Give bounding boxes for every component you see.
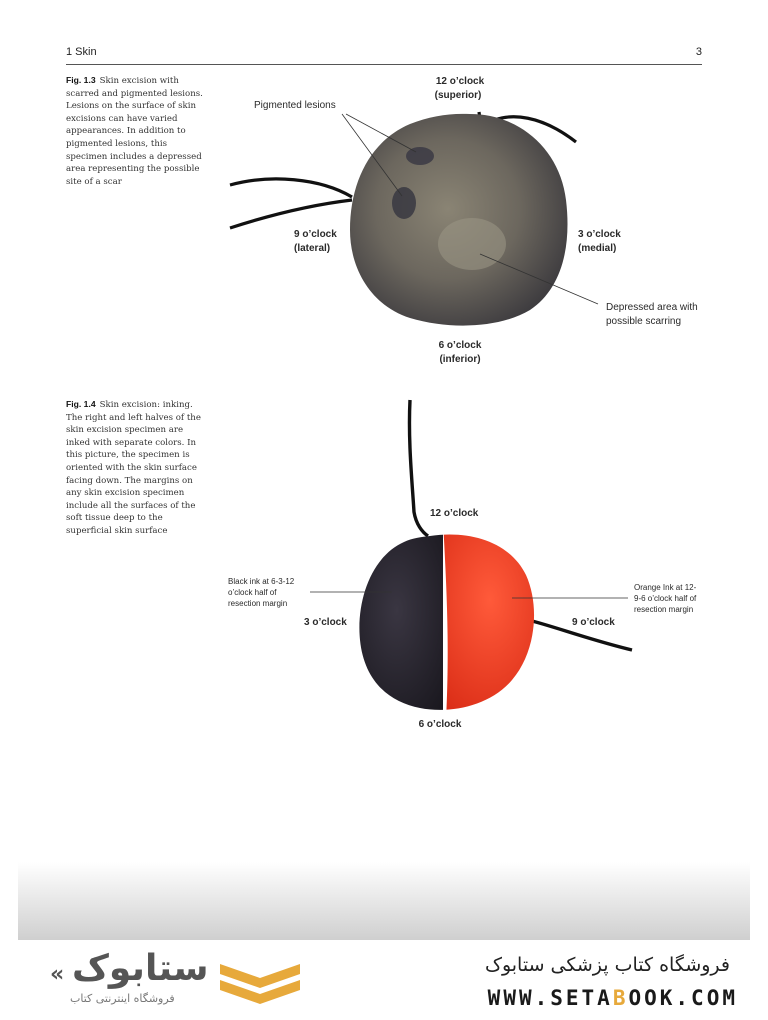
label-9-oclock-fig14: 9 o’clock <box>572 617 615 628</box>
label-inferior: (inferior) <box>439 354 481 365</box>
logo-arrows-icon: « <box>50 962 65 987</box>
pigmented-lesion-lower <box>392 187 416 219</box>
figure-1-3-caption-text: Skin excision with scarred and pigmented lesions. Lesions on the surface of skin excisions can have varied appearances. In addition to pigmented lesions, this specimen includes a depressed area representing the possible site of a scar <box>66 76 203 187</box>
label-superior: (superior) <box>434 90 482 101</box>
logo-wordmark: ستابوک <box>72 948 209 989</box>
figure-1-3-caption-label: Fig. 1.3 <box>66 75 96 85</box>
label-depressed-area: Depressed area with <box>606 302 698 313</box>
orange-ink-half <box>443 520 560 720</box>
label-black-ink-1: Black ink at 6-3-12 <box>228 577 295 586</box>
label-lateral: (lateral) <box>294 243 331 254</box>
suture-left-upper <box>230 179 352 197</box>
label-possible-scarring: possible scarring <box>606 316 682 327</box>
suture-left-lower <box>230 200 352 228</box>
shop-name: فروشگاه کتاب پزشکی ستابوک <box>484 954 730 976</box>
label-6-oclock: 6 o’clock <box>438 340 482 351</box>
url-accent: B <box>612 986 629 1010</box>
figure-1-3-specimen <box>230 112 598 326</box>
pigmented-lesion-upper <box>406 147 434 165</box>
chapter-title: 1 Skin <box>66 46 97 58</box>
logo-chevron-icon <box>218 960 302 1004</box>
website-url[interactable] <box>488 986 738 1010</box>
logo-subtitle: فروشگاه اینترنتی کتاب <box>70 992 175 1005</box>
figure-1-4-caption-text: Skin excision: inking. The right and left halves of the skin excision specimen are inked with separate colors. In this picture, the specimen is oriented with the skin surface facing down. The margins on any skin excision specimen include all the surfaces of the soft tissue deep to the superficial skin surface <box>66 400 201 536</box>
label-orange-ink-3: resection margin <box>634 605 694 614</box>
label-orange-ink-2: 9-6 o’clock half of <box>634 594 697 603</box>
page-number: 3 <box>695 46 702 58</box>
url-suffix: OOK.COM <box>628 986 738 1010</box>
footer-gradient-band <box>18 862 750 940</box>
suture-top <box>409 400 428 536</box>
publisher-footer <box>0 940 768 1020</box>
specimen-skin-disc <box>350 114 568 326</box>
depressed-scar-area <box>438 218 506 270</box>
label-9-oclock: 9 o’clock <box>294 229 337 240</box>
label-orange-ink-1: Orange Ink at 12- <box>634 583 697 592</box>
label-3-oclock-fig14: 3 o’clock <box>304 617 347 628</box>
inked-specimen <box>340 520 560 720</box>
label-black-ink-3: resection margin <box>228 599 288 608</box>
label-medial: (medial) <box>578 243 617 254</box>
label-12-oclock-fig14: 12 o’clock <box>430 508 479 519</box>
black-ink-half <box>340 520 443 720</box>
label-pigmented-lesions: Pigmented lesions <box>254 100 336 111</box>
label-3-oclock: 3 o’clock <box>578 229 621 240</box>
figure-1-4-caption-label: Fig. 1.4 <box>66 399 96 409</box>
label-12-oclock: 12 o’clock <box>435 76 485 87</box>
label-black-ink-2: o’clock half of <box>228 588 277 597</box>
figure-1-4-specimen <box>310 400 632 720</box>
url-prefix: WWW.SETA <box>487 986 613 1010</box>
label-6-oclock-fig14: 6 o’clock <box>418 719 462 730</box>
